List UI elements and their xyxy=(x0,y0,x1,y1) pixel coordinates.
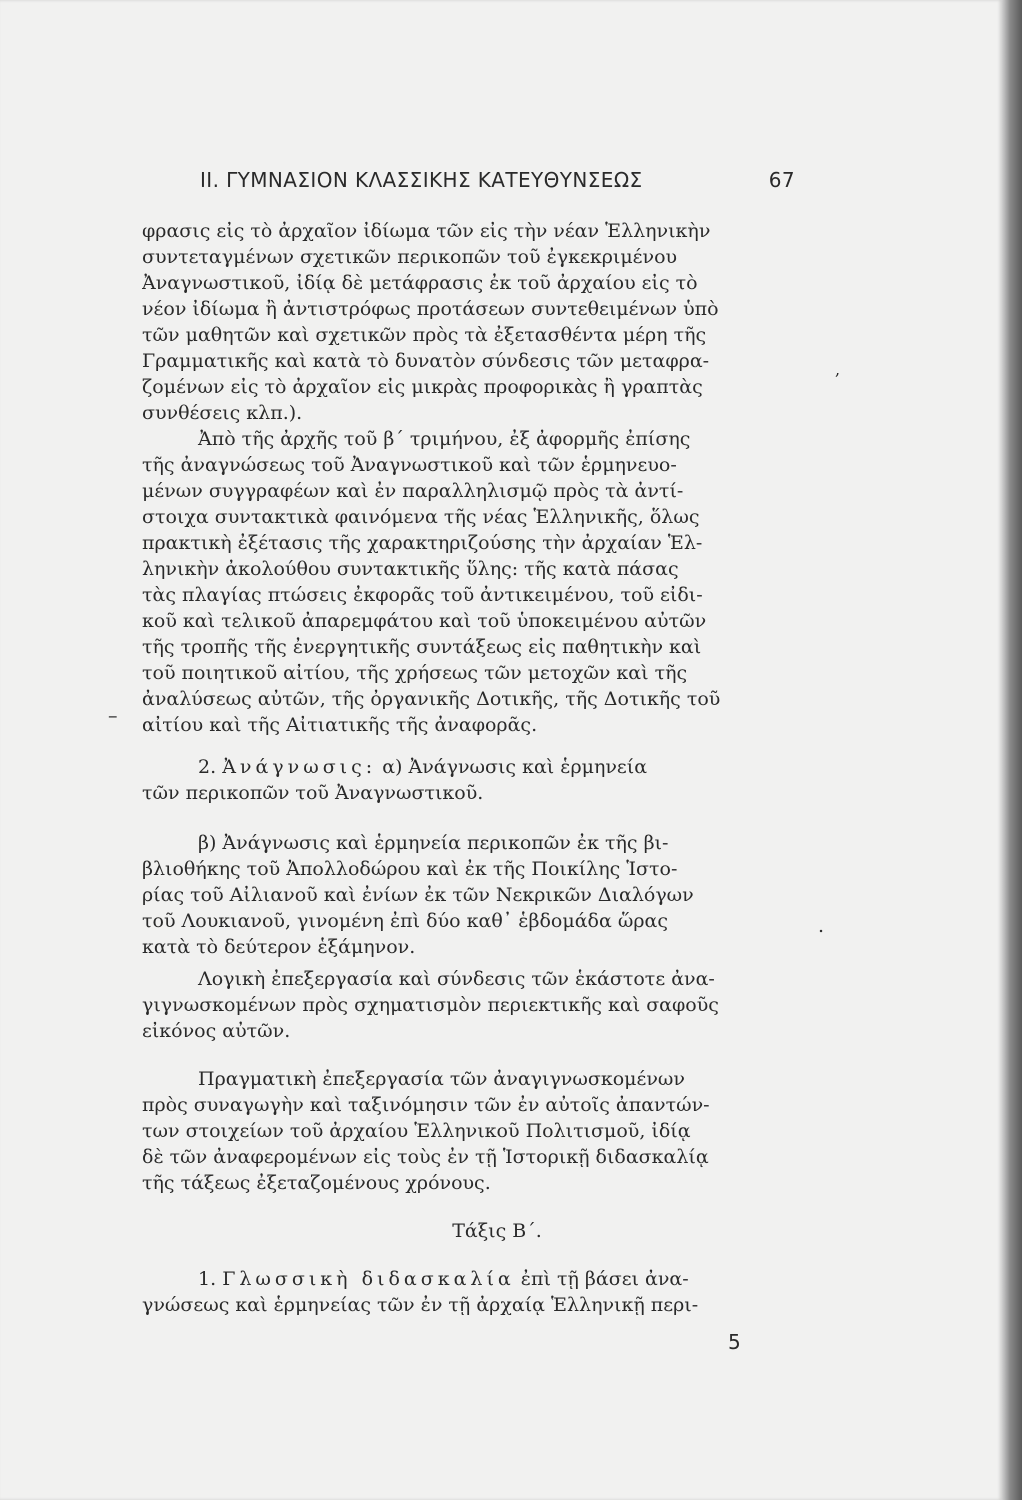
text-line: τοῦ Λουκιανοῦ, γινομένη ἐπὶ δύο καθ᾽ ἑβδομάδα ὥρας xyxy=(142,910,668,932)
text-line: πρακτικὴ ἐξέτασις τῆς χαρακτηριζούσης τὴν ἀρχαίαν Ἑλ- xyxy=(142,532,703,554)
text-line: β) Ἀνάγνωσις καὶ ἑρμηνεία περικοπῶν ἐκ τῆς βι- xyxy=(198,832,669,854)
item-number: 2. xyxy=(198,756,217,778)
section-heading: Ἀνάγνωσις: xyxy=(222,756,377,778)
page-number: 67 xyxy=(768,168,795,192)
text-line: Ἀναγνωστικοῦ, ἰδίᾳ δὲ μετάφρασις ἐκ τοῦ ἀρχαίου εἰς τὸ xyxy=(142,272,698,294)
text-line: τῶν μαθητῶν καὶ σχετικῶν πρὸς τὰ ἐξετασθέντα μέρη τῆς xyxy=(142,324,707,346)
text-line xyxy=(142,754,792,780)
text-line: βλιοθήκης τοῦ Ἀπολλοδώρου καὶ ἐκ τῆς Ποικίλης Ἱστο- xyxy=(142,858,678,880)
text-line: Πραγματικὴ ἐπεξεργασία τῶν ἀναγιγνωσκομένων xyxy=(198,1068,685,1090)
text-line: φρασις εἰς τὸ ἀρχαῖον ἰδίωμα τῶν εἰς τὴν νέαν Ἑλληνικὴν xyxy=(142,220,711,242)
text-line xyxy=(142,1266,792,1292)
text-line: συντεταγμένων σχετικῶν περικοπῶν τοῦ ἐγκεκριμένου xyxy=(142,246,678,268)
paragraph-continuation xyxy=(142,218,792,426)
text-line: ἀναλύσεως αὐτῶν, τῆς ὀργανικῆς Δοτικῆς, τῆς Δοτικῆς τοῦ xyxy=(142,688,721,710)
header-title: ΙΙ. ΓΥΜΝΑΣΙΟΝ ΚΛΑΣΣΙΚΗΣ ΚΑΤΕΥΘΥΝΣΕΩΣ xyxy=(200,168,643,192)
text-line: Γραμματικῆς καὶ κατὰ τὸ δυνατὸν σύνδεσις τῶν μεταφρα- xyxy=(142,350,710,372)
text-body xyxy=(142,218,792,1318)
running-header xyxy=(200,168,795,192)
text-line: τῆς τάξεως ἐξεταζομένους χρόνους. xyxy=(142,1172,491,1194)
margin-dot-mark: . xyxy=(818,915,825,937)
paragraph-reading-b xyxy=(142,830,792,960)
text-line: κατὰ τὸ δεύτερον ἑξάμηνον. xyxy=(142,936,416,958)
section-lead-text: α) Ἀνάγνωσις καὶ ἑρμηνεία xyxy=(382,756,648,778)
scan-edge xyxy=(1002,0,1022,1500)
text-line: τῆς ἀναγνώσεως τοῦ Ἀναγνωστικοῦ καὶ τῶν ἑρμηνευο- xyxy=(142,454,677,476)
text-line: γιγνωσκομένων πρὸς σχηματισμὸν περιεκτικῆς καὶ σαφοῦς xyxy=(142,994,719,1016)
paragraph-real xyxy=(142,1066,792,1196)
text-line: στοιχα συντακτικὰ φαινόμενα τῆς νέας Ἑλληνικῆς, ὅλως xyxy=(142,506,700,528)
text-line: τὰς πλαγίας πτώσεις ἐκφορᾶς τοῦ ἀντικειμένου, τοῦ εἰδι- xyxy=(142,584,703,606)
text-line: μένων συγγραφέων καὶ ἐν παραλληλισμῷ πρὸς τὰ ἀντί- xyxy=(142,480,684,502)
text-line: ληνικὴν ἀκολούθου συντακτικῆς ὕλης: τῆς κατὰ πάσας xyxy=(142,558,679,580)
text-line: ρίας τοῦ Αἰλιανοῦ καὶ ἐνίων ἐκ τῶν Νεκρικῶν Διαλόγων xyxy=(142,884,694,906)
margin-comma-mark: , xyxy=(835,360,841,379)
text-line: των στοιχείων τοῦ ἀρχαίου Ἑλληνικοῦ Πολιτισμοῦ, ἰδίᾳ xyxy=(142,1120,691,1142)
text-line: ζομένων εἰς τὸ ἀρχαῖον εἰς μικρὰς προφορικὰς ἢ γραπτὰς xyxy=(142,376,703,398)
text-line: εἰκόνος αὐτῶν. xyxy=(142,1020,291,1042)
text-line: αἰτίου καὶ τῆς Αἰτιατικῆς τῆς ἀναφορᾶς. xyxy=(142,714,538,736)
paragraph-syntax xyxy=(142,426,792,738)
text-line: Λογικὴ ἐπεξεργασία καὶ σύνδεσις τῶν ἑκάστοτε ἀνα- xyxy=(198,968,715,990)
item-number: 1. xyxy=(198,1268,217,1290)
section-reading xyxy=(142,754,792,806)
margin-dash-mark: – xyxy=(108,705,118,727)
class-heading: Τάξις Β΄. xyxy=(452,1220,542,1242)
text-line: τῆς τροπῆς τῆς ἐνεργητικῆς συντάξεως εἰς παθητικὴν καὶ xyxy=(142,636,702,658)
text-line: κοῦ καὶ τελικοῦ ἀπαρεμφάτου καὶ τοῦ ὑποκειμένου αὐτῶν xyxy=(142,610,707,632)
text-line: τῶν περικοπῶν τοῦ Ἀναγνωστικοῦ. xyxy=(142,782,484,804)
text-line: νέον ἰδίωμα ἢ ἀντιστρόφως προτάσεων συντεθειμένων ὑπὸ xyxy=(142,298,719,320)
section-heading: Γλωσσικὴ διδασκαλία xyxy=(222,1268,515,1290)
signature-mark: 5 xyxy=(728,1330,741,1354)
text-line: συνθέσεις κλπ.). xyxy=(142,402,303,424)
text-line: γνώσεως καὶ ἑρμηνείας τῶν ἐν τῇ ἀρχαίᾳ Ἑλληνικῇ περι- xyxy=(142,1294,699,1316)
text-line: τοῦ ποιητικοῦ αἰτίου, τῆς χρήσεως τῶν μετοχῶν καὶ τῆς xyxy=(142,662,688,684)
text-line: δὲ τῶν ἀναφερομένων εἰς τοὺς ἐν τῇ Ἱστορικῇ διδασκαλίᾳ xyxy=(142,1146,709,1168)
paragraph-logical xyxy=(142,966,792,1044)
section-lead-text: ἐπὶ τῇ βάσει ἀνα- xyxy=(520,1268,689,1290)
text-line: πρὸς συναγωγὴν καὶ ταξινόμησιν τῶν ἐν αὐτοῖς ἀπαντών- xyxy=(142,1094,710,1116)
text-line: Ἀπὸ τῆς ἀρχῆς τοῦ β΄ τριμήνου, ἐξ ἀφορμῆς ἐπίσης xyxy=(198,428,691,450)
section-language xyxy=(142,1266,792,1318)
